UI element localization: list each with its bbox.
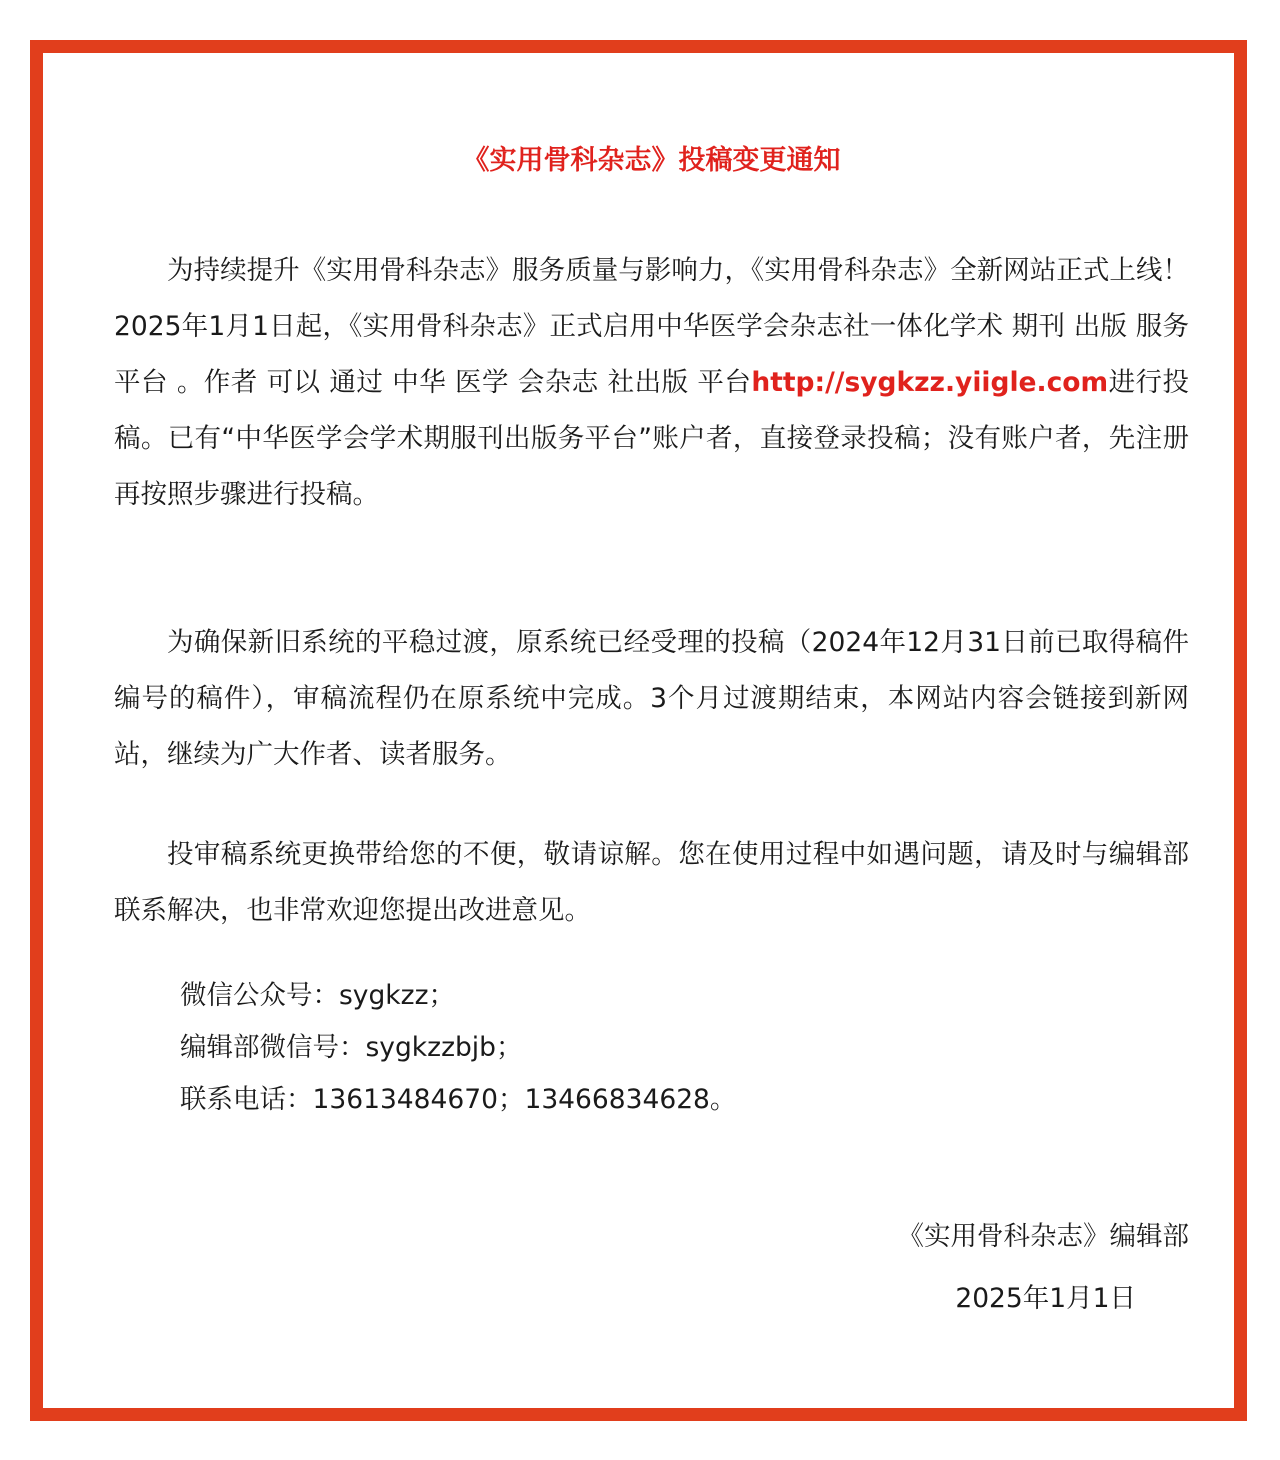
paragraph-apology: 投审稿系统更换带给您的不便，敬请谅解。您在使用过程中如遇问题，请及时与编辑部联系解决，也非常欢迎您提出改进意见。 xyxy=(114,839,1189,926)
signature-organization: 《实用骨科杂志》编辑部 xyxy=(897,1221,1189,1252)
paragraph-transition: 为确保新旧系统的平稳过渡，原系统已经受理的投稿（2024年12月31日前已取得稿件编号的稿件），审稿流程仍在原系统中完成。3个月过渡期结束，本网站内容会链接到新网站，继续为广大作者、读者服务。 xyxy=(114,627,1189,770)
wechat-official-account: 微信公众号：sygkzz； xyxy=(180,980,455,1011)
notice-title: 《实用骨科杂志》投稿变更通知 xyxy=(462,145,841,176)
paragraph-new-website xyxy=(114,243,1189,523)
paragraph-new-website-text: 为持续提升《实用骨科杂志》服务质量与影响力，《实用骨科杂志》全新网站正式上线！2025年1月1日起，《实用骨科杂志》正式启用中华医学会杂志社一体化学术 期刊 出版 服务 平台 。作者 可以 通过 中华 医学 会杂志 社出版 平台 xyxy=(114,255,1189,398)
signature-date: 2025年1月1日 xyxy=(955,1283,1136,1314)
paragraph-new-website-text-end: 进行投稿。已有“中华医学会学术期服刊出版务平台”账户者，直接登录投稿；没有账户者，先注册再按照步骤进行投稿。 xyxy=(114,367,1190,510)
contact-phone: 联系电话：13613484670；13466834628。 xyxy=(180,1084,737,1115)
contact-list xyxy=(180,970,736,1126)
notice-frame xyxy=(30,40,1247,1421)
submission-link[interactable]: http://sygkzz.yiigle.com xyxy=(751,367,1109,398)
editorial-wechat: 编辑部微信号：sygkzzbjb； xyxy=(180,1032,523,1063)
